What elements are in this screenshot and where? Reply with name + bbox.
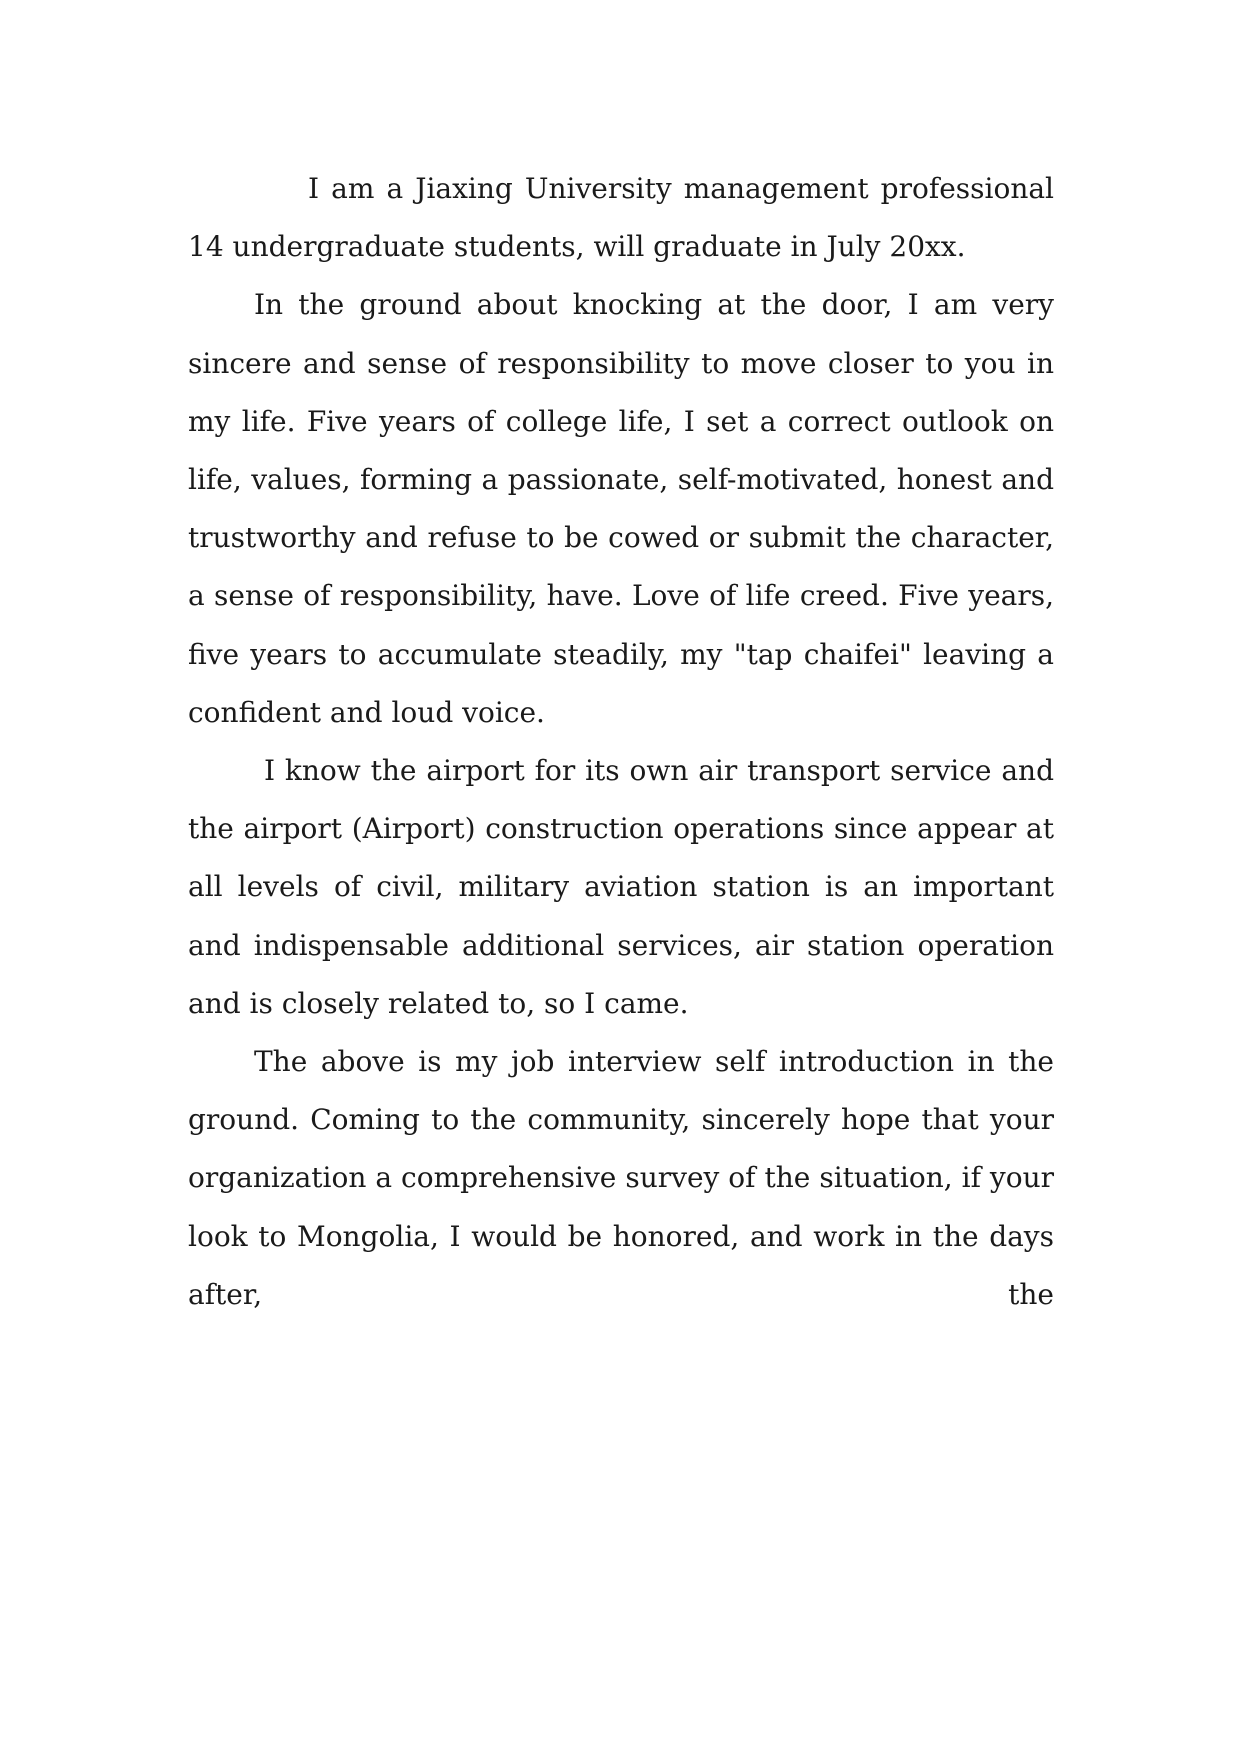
paragraph-closing: The above is my job interview self introduction in the ground. Coming to the community, sincerely hope that your organization a comprehensive survey of the situation, if your look to Mongolia, I would be honored, and work in the days after, the (188, 1045, 1054, 1311)
paragraph-intro: I am a Jiaxing University management professional 14 undergraduate students, will graduate in July 20xx. (188, 172, 1054, 264)
paragraph-airport: I know the airport for its own air transport service and the airport (Airport) construction operations since appear at all levels of civil, military aviation station is an important and indispensable additional services, air station operation and is closely related to, so I came. (188, 754, 1054, 1020)
paragraph-college-life: In the ground about knocking at the door, I am very sincere and sense of responsibility to move closer to you in my life. Five years of college life, I set a correct outlook on life, values, forming a passionate, self-motivated, honest and trustworthy and refuse to be cowed or submit the character, a sense of responsibility, have. Love of life creed. Five years, five years to accumulate steadily, my "tap chaifei" leaving a confident and loud voice. (188, 288, 1054, 729)
document-body (188, 160, 1054, 1324)
